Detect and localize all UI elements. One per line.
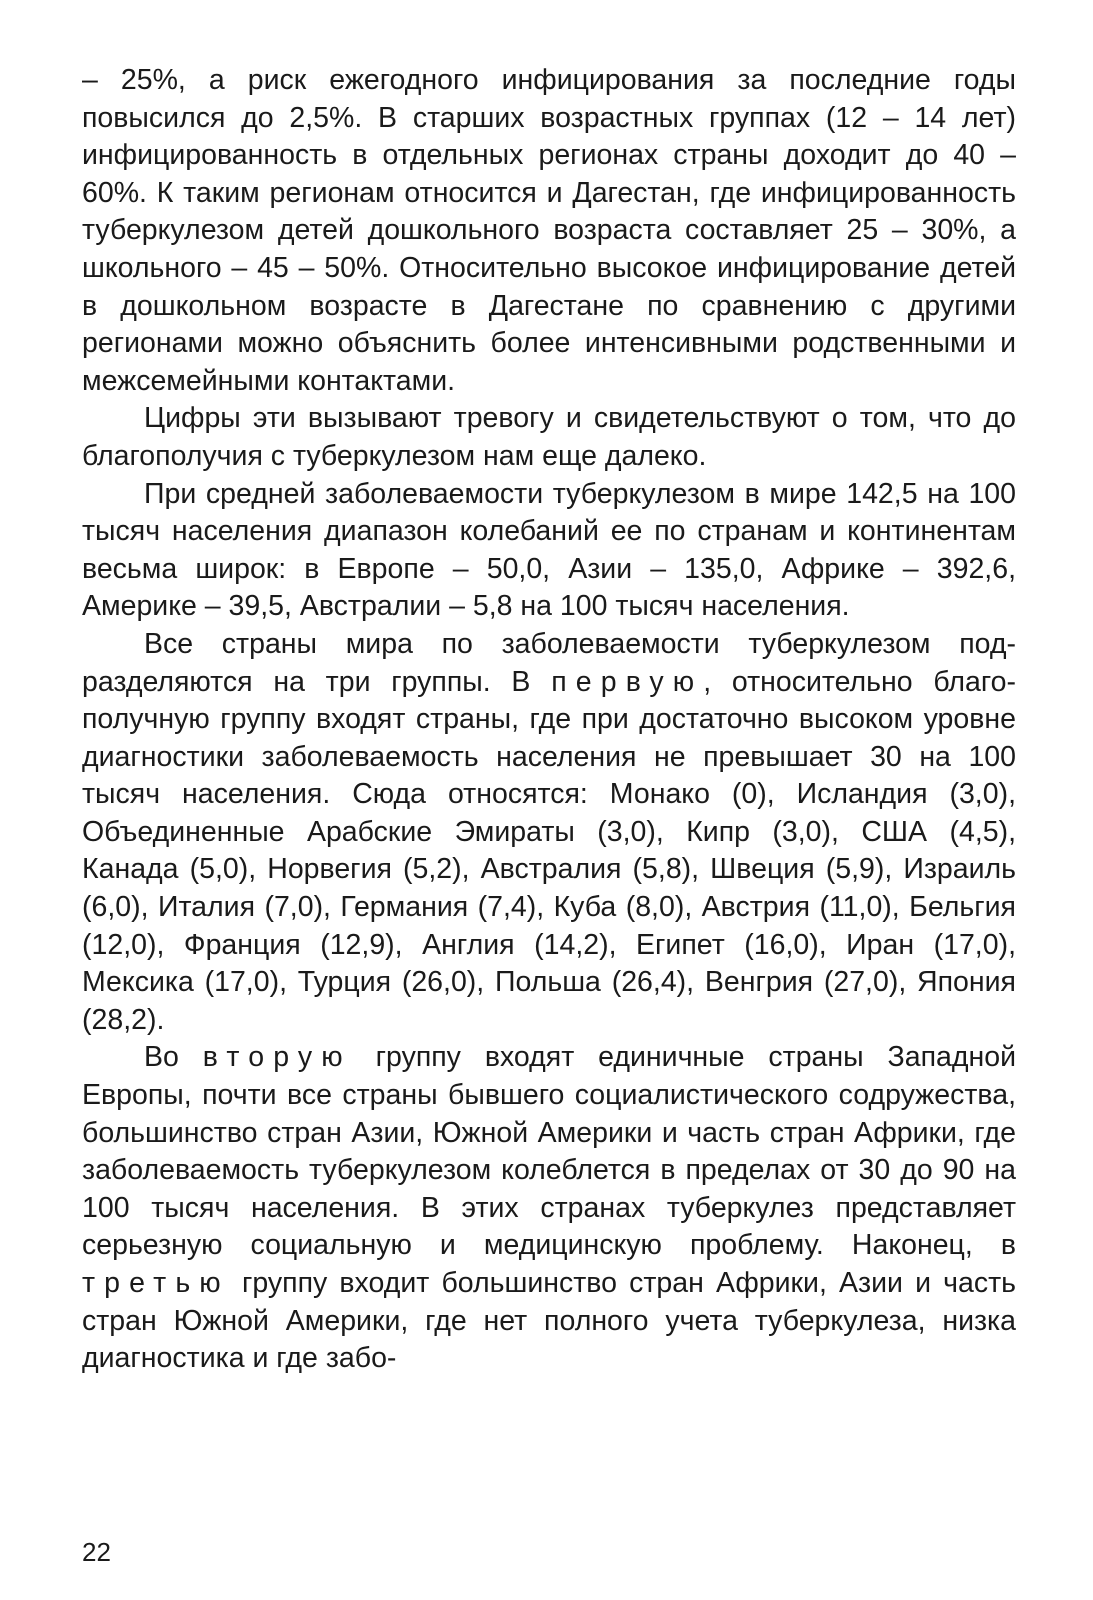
paragraph-text: группу входят единичные страны Западной Европы, почти все страны бывшего социалистического содружества, большинство стран Азии, Южной Америки и часть стран Африки, где заболеваемость туберкулезом колеблется в пределах от 30 до 90 на 100 тысяч населения. В этих странах туберкулез представляет серьезную социальную и медицинскую проблему. Наконец, в <box>82 1041 1016 1262</box>
spaced-emphasis-first: первую <box>551 665 704 698</box>
spaced-emphasis-second: вторую <box>202 1041 352 1074</box>
paragraph-text: Цифры эти вызывают тревогу и свидетельствуют о том, что до благополучия с туберкулезом нам еще далеко. <box>82 402 1016 472</box>
paragraph-1 <box>82 62 1016 400</box>
spaced-emphasis-third: третью <box>82 1267 230 1299</box>
paragraph-text: – 25%, а риск ежегодного инфицирования за последние годы повысился до 2,5%. В старших возрастных группах (12 – 14 лет) инфицированность в отдельных регионах страны доходит до 40 – 60%. К таким регионам относится и Дагестан, где инфицированность туберкулезом детей дошкольного возраста составляет 25 – 30%, а школьного – 45 – 50%. Относительно высокое инфицирование детей в дошкольном возрасте в Дагестане по сравнению с другими регионами можно объяснить более интенсивными родственными и межсемейными контактами. <box>82 64 1016 397</box>
paragraph-3 <box>82 476 1016 626</box>
page-number: 22 <box>82 1537 111 1567</box>
paragraph-text: Во <box>144 1041 203 1074</box>
paragraph-text: Все страны мира по заболеваемости туберкулезом подразделяются на три группы. В <box>82 627 1016 698</box>
paragraph-text: При средней заболеваемости туберкулезом в мире 142,5 на 100 тысяч населения диапазон колебаний ее по странам и континентам весьма широк: в Европе – 50,0, Азии – 135,0, Африке – 392,6, Америке – 39,5, Австралии – 5,8 на 100 тысяч населения. <box>82 477 1016 623</box>
paragraph-text: , относительно благополучную группу входят страны, где при достаточно высоком уровне диагностики заболеваемость населения не превышает 30 на 100 тысяч населения. Сюда относятся: Монако (0), Исландия (3,0), Объединенные Арабские Эмираты (3,0), Кипр (3,0), США (4,5), Канада (5,0), Норвегия (5,2), Австралия (5,8), Швеция (5,9), Израиль (6,0), Италия (7,0), Германия (7,4), Куба (8,0), Австрия (11,0), Бельгия (12,0), Франция (12,9), Англия (14,2), Египет (16,0), Иран (17,0), Мексика (17,0), Турция (26,0), Польша (26,4), Венгрия (27,0), Япония (28,2). <box>82 665 1017 1036</box>
page-body <box>82 62 1016 1378</box>
paragraph-text: группу входит большинство стран Африки, Азии и часть стран Южной Америки, где нет полного учета туберкулеза, низка диагностика и где забо- <box>82 1267 1016 1375</box>
paragraph-4 <box>82 626 1016 1040</box>
paragraph-5 <box>82 1039 1016 1377</box>
paragraph-2 <box>82 400 1016 475</box>
